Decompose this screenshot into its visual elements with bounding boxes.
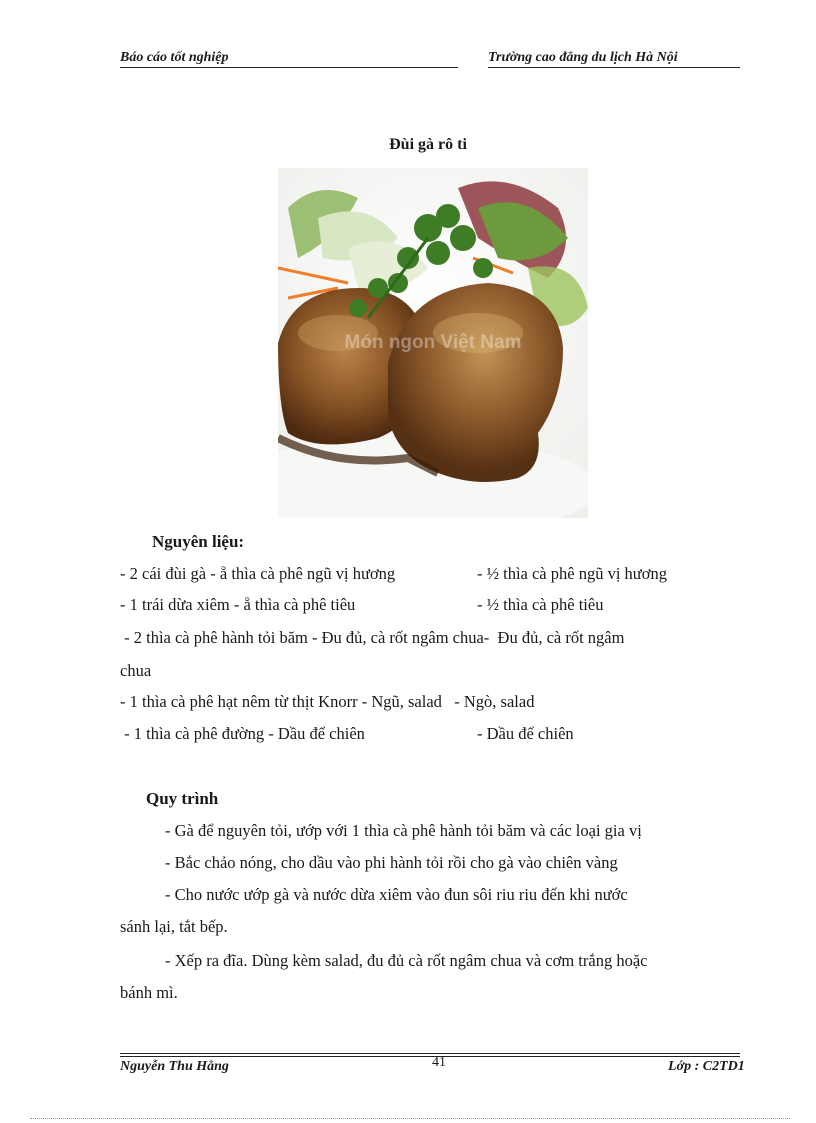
ingredient-line-2b: - ½ thìa cà phê tiêu: [477, 595, 604, 614]
footer-author: Nguyễn Thu Hằng: [120, 1059, 229, 1074]
header-right: Trường cao đẳng du lịch Hà Nội: [488, 50, 678, 65]
ingredient-line-4a: chua: [120, 661, 152, 680]
ingredient-line-1b: - ½ thìa cà phê ngũ vị hương: [477, 564, 667, 583]
header-left: Báo cáo tốt nghiệp: [120, 50, 229, 65]
ingredient-line-6b: - Dầu để chiên: [477, 724, 574, 743]
process-line-2: - Bắc chảo nóng, cho dầu vào phi hành tỏi rồi cho gà vào chiên vàng: [165, 853, 618, 872]
process-line-4: sánh lại, tắt bếp.: [120, 917, 228, 936]
ingredient-line-2a: - 1 trái dừa xiêm - ẵ thìa cà phê tiêu: [120, 595, 356, 614]
process-line-5: - Xếp ra đĩa. Dùng kèm salad, đu đủ cà rốt ngâm chua và cơm trắng hoặc: [165, 951, 648, 970]
roast-chicken-photo: [278, 168, 588, 518]
footer-class: Lớp : C2TD1: [668, 1059, 745, 1074]
page-header: [120, 48, 740, 70]
ingredient-line-6a: - 1 thìa cà phê đường - Dầu để chiên: [120, 724, 365, 743]
photo-watermark: Món ngon Việt Nam: [344, 332, 522, 353]
process-line-1: - Gà để nguyên tỏi, ướp với 1 thìa cà phê hành tỏi băm và các loại gia vị: [165, 821, 642, 840]
process-line-6: bánh mì.: [120, 983, 178, 1002]
footer-rule-bottom: [120, 1056, 740, 1057]
recipe-title: Đùi gà rô ti: [389, 136, 467, 153]
ingredients-heading: Nguyên liệu:: [152, 532, 245, 551]
header-rule-left: [120, 67, 458, 68]
ingredient-line-3a: - 2 thìa cà phê hành tỏi băm - Đu đủ, cà rốt ngâm chua- Đu đủ, cà rốt ngâm: [120, 628, 625, 647]
footer-rule-top: [120, 1053, 740, 1054]
process-heading: Quy trình: [146, 789, 219, 808]
ingredient-line-5a: - 1 thìa cà phê hạt nêm từ thịt Knorr - Ngũ, salad - Ngò, salad: [120, 692, 535, 711]
header-rule-right: [488, 67, 740, 68]
ingredient-line-1a: - 2 cái đùi gà - ẵ thìa cà phê ngũ vị hương: [120, 564, 396, 583]
process-line-3: - Cho nước ướp gà và nước dừa xiêm vào đun sôi riu riu đến khi nước: [165, 885, 628, 904]
page-number: 41: [432, 1055, 446, 1070]
page-bottom-dotted-line: [30, 1118, 790, 1119]
